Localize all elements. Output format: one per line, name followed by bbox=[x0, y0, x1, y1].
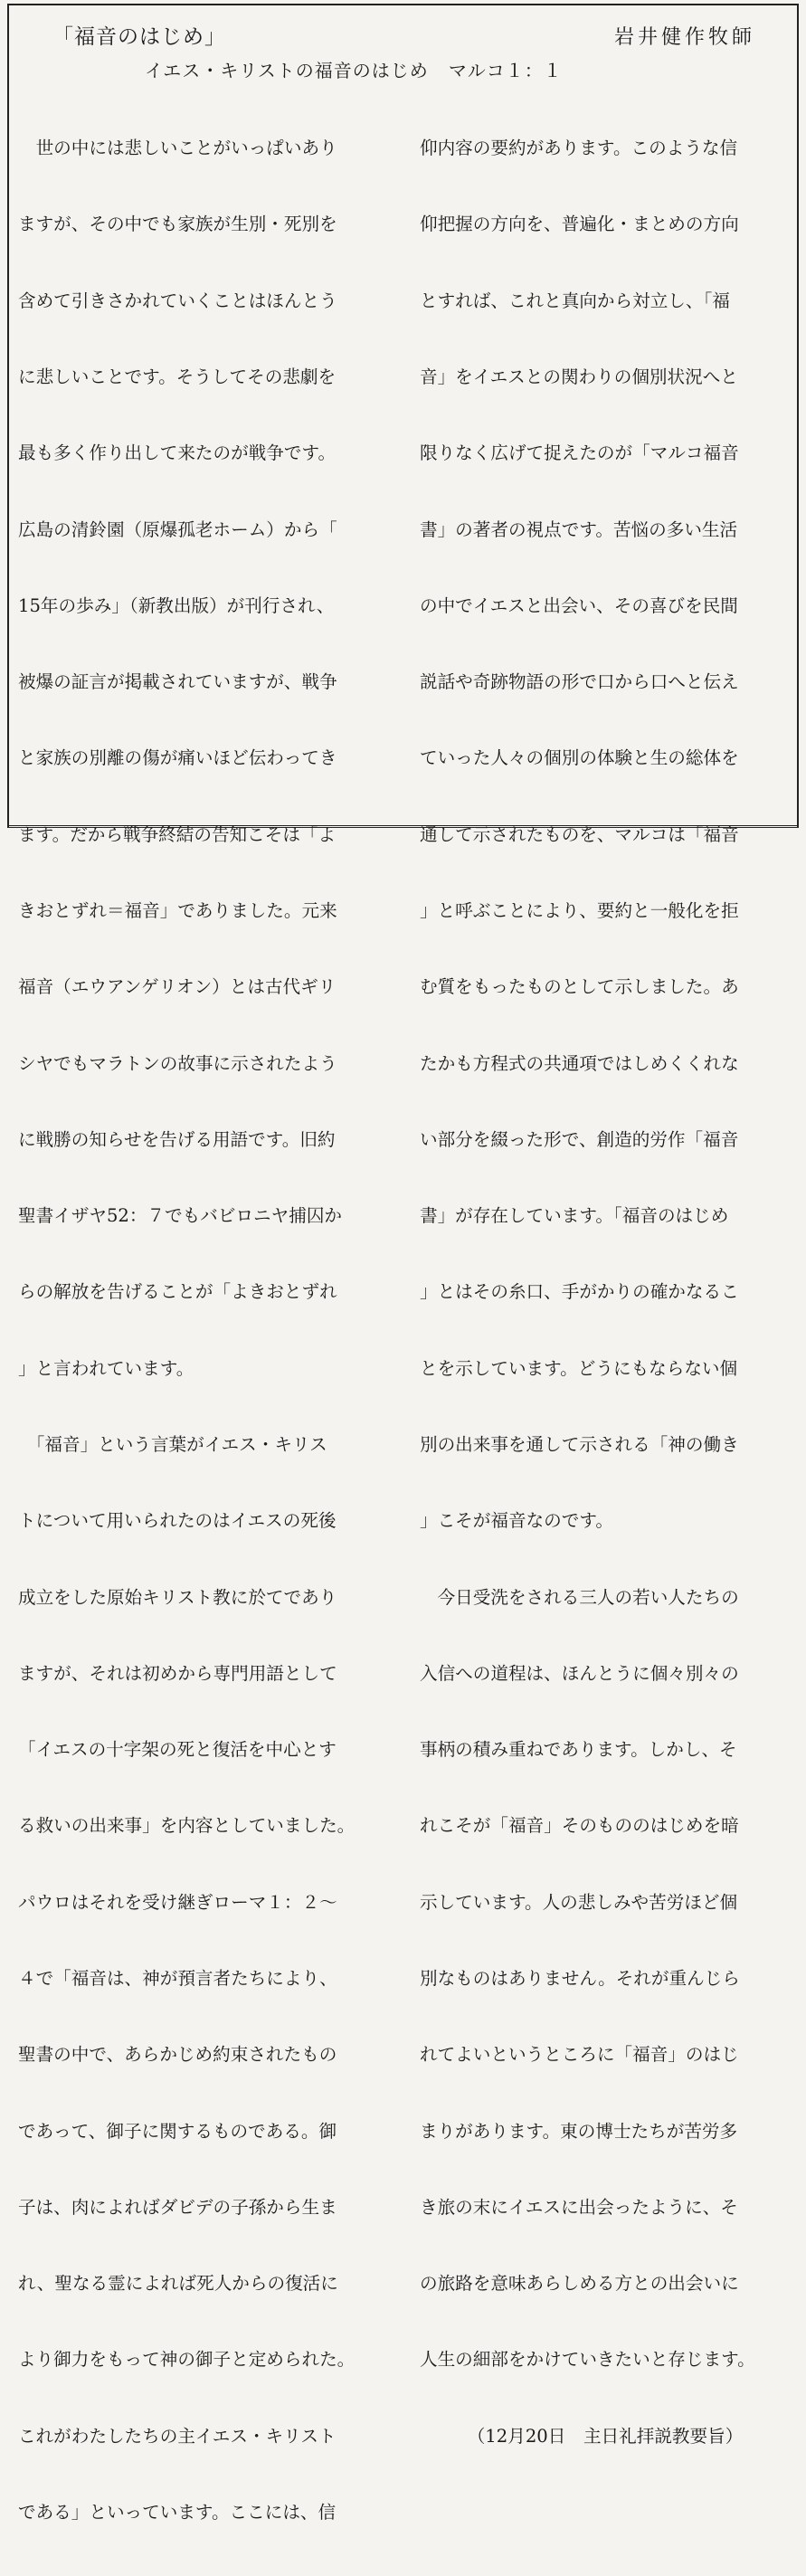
scripture-reference: マルコ１：１ bbox=[448, 60, 563, 81]
text-line: の中でイエスと出会い、その喜びを民間 bbox=[420, 594, 738, 616]
text-line: 事柄の積み重ねであります。しかし、そ bbox=[420, 1739, 737, 1761]
page-border-top bbox=[7, 4, 799, 5]
text-line: まりがあります。東の博士たちが苦労多 bbox=[420, 2120, 738, 2142]
text-line: る救いの出来事」を内容としていました。 bbox=[18, 1815, 356, 1837]
text-line: ます。だから戦争終結の告知こそは「よ bbox=[18, 823, 337, 845]
text-line: に悲しいことです。そうしてその悲劇を bbox=[18, 366, 337, 388]
text-line: 仰把握の方向を、普遍化・まとめの方向 bbox=[420, 214, 739, 235]
text-line: 通して示されたものを、マルコは「福音 bbox=[420, 823, 739, 845]
text-line: パウロはそれを受け継ぎローマ１：２〜 bbox=[18, 1891, 337, 1913]
author-name: 岩井健作牧師 bbox=[613, 26, 755, 49]
text-line: 聖書イザヤ52：７でもバビロニヤ捕囚か bbox=[18, 1205, 343, 1227]
text-line: 限りなく広げて捉えたのが「マルコ福音 bbox=[420, 442, 739, 464]
text-line: き旅の末にイエスに出会ったように、そ bbox=[420, 2196, 738, 2218]
text-line: 子は、肉によればダビデの子孫から生ま bbox=[18, 2196, 337, 2218]
text-line: む質をもったものとして示しました。あ bbox=[420, 976, 739, 998]
text-line: 広島の清鈴園（原爆孤老ホーム）から「 bbox=[18, 518, 337, 540]
sermon-subtitle bbox=[145, 56, 563, 82]
text-line: い部分を綴った形で、創造的労作「福音 bbox=[420, 1128, 739, 1150]
page-border-right bbox=[797, 4, 799, 828]
text-line: 」と呼ぶことにより、要約と一般化を拒 bbox=[420, 900, 739, 921]
text-line: ていった人々の個別の体験と生の総体を bbox=[420, 747, 739, 769]
right-text-column bbox=[420, 85, 791, 2500]
left-text-column bbox=[18, 85, 398, 2576]
text-line: より御力をもって神の御子と定められた。 bbox=[18, 2349, 356, 2371]
text-line: とすれば、これと真向から対立し、「福 bbox=[420, 290, 730, 311]
text-line: 示しています。人の悲しみや苦労ほど個 bbox=[420, 1891, 738, 1913]
text-line: 今日受洗をされる三人の若い人たちの bbox=[420, 1586, 739, 1608]
text-line: 15年の歩み」（新教出版）が刊行され、 bbox=[18, 594, 335, 616]
column-title: 「福音のはじめ」 bbox=[52, 25, 226, 49]
text-line: ４で「福音は、神が預言者たちにより、 bbox=[18, 1967, 337, 1989]
sermon-date-note: （12月20日 主日礼拝説教要旨） bbox=[467, 2425, 744, 2447]
text-line: 」こそが福音なのです。 bbox=[420, 1510, 613, 1532]
text-line: 「イエスの十字架の死と復活を中心とす bbox=[18, 1739, 337, 1761]
text-line: トについて用いられたのはイエスの死後 bbox=[18, 1510, 337, 1532]
text-line: 入信への道程は、ほんとうに個々別々の bbox=[420, 1662, 739, 1684]
subtitle-text: イエス・キリストの福音のはじめ bbox=[145, 60, 429, 81]
text-line: らの解放を告げることが「よきおとずれ bbox=[18, 1281, 337, 1303]
text-line: 聖書の中で、あらかじめ約束されたもの bbox=[18, 2044, 337, 2066]
text-line: 」とはその糸口、手がかりの確かなるこ bbox=[420, 1281, 739, 1303]
text-line: 被爆の証言が掲載されていますが、戦争 bbox=[18, 671, 337, 693]
text-line: 仰内容の要約があります。このような信 bbox=[420, 138, 738, 159]
text-line: の旅路を意味あらしめる方との出会いに bbox=[420, 2273, 739, 2295]
text-line: ますが、それは初めから専門用語として bbox=[18, 1662, 337, 1684]
text-line: れてよいというところに「福音」のはじ bbox=[420, 2044, 739, 2066]
text-line: 最も多く作り出して来たのが戦争です。 bbox=[18, 442, 337, 464]
text-line: 書」が存在しています。「福音のはじめ bbox=[420, 1205, 729, 1227]
text-line: 音」をイエスとの関わりの個別状況へと bbox=[420, 366, 738, 388]
text-line: 「福音」という言葉がイエス・キリス bbox=[18, 1433, 327, 1455]
text-line: ますが、その中でも家族が生別・死別を bbox=[18, 214, 337, 235]
text-line: 別の出来事を通して示される「神の働き bbox=[420, 1433, 739, 1455]
text-line: シヤでもマラトンの故事に示されたよう bbox=[18, 1052, 337, 1074]
page-border-left bbox=[7, 4, 9, 828]
text-line: 含めて引きさかれていくことはほんとう bbox=[18, 290, 337, 311]
text-line: 人生の細部をかけていきたいと存じます。 bbox=[420, 2349, 755, 2371]
text-line: 説話や奇跡物語の形で口から口へと伝え bbox=[420, 671, 739, 693]
text-line: に戦勝の知らせを告げる用語です。旧約 bbox=[18, 1128, 336, 1150]
text-line: たかも方程式の共通項ではしめくくれな bbox=[420, 1052, 739, 1074]
text-line: である」といっています。ここには、信 bbox=[18, 2501, 337, 2523]
text-line: とを示しています。どうにもならない個 bbox=[420, 1357, 738, 1379]
text-line: と家族の別離の傷が痛いほど伝わってき bbox=[18, 747, 337, 769]
text-line: れこそが「福音」そのもののはじめを暗 bbox=[420, 1815, 739, 1837]
text-line: これがわたしたちの主イエス・キリスト bbox=[18, 2425, 337, 2447]
text-line: 別なものはありません。それが重んじら bbox=[420, 1967, 740, 1989]
text-line: 書」の著者の視点です。苦悩の多い生活 bbox=[420, 518, 738, 540]
text-line: 世の中には悲しいことがいっぱいあり bbox=[18, 138, 337, 159]
text-line: であって、御子に関するものである。御 bbox=[18, 2120, 337, 2142]
text-line: きおとずれ＝福音」でありました。元来 bbox=[18, 900, 337, 921]
text-line: れ、聖なる霊によれば死人からの復活に bbox=[18, 2273, 338, 2295]
text-line: 」と言われています。 bbox=[18, 1357, 194, 1379]
text-line: 福音（エウアンゲリオン）とは古代ギリ bbox=[18, 976, 337, 998]
text-line: 成立をした原始キリスト教に於てであり bbox=[18, 1586, 337, 1608]
